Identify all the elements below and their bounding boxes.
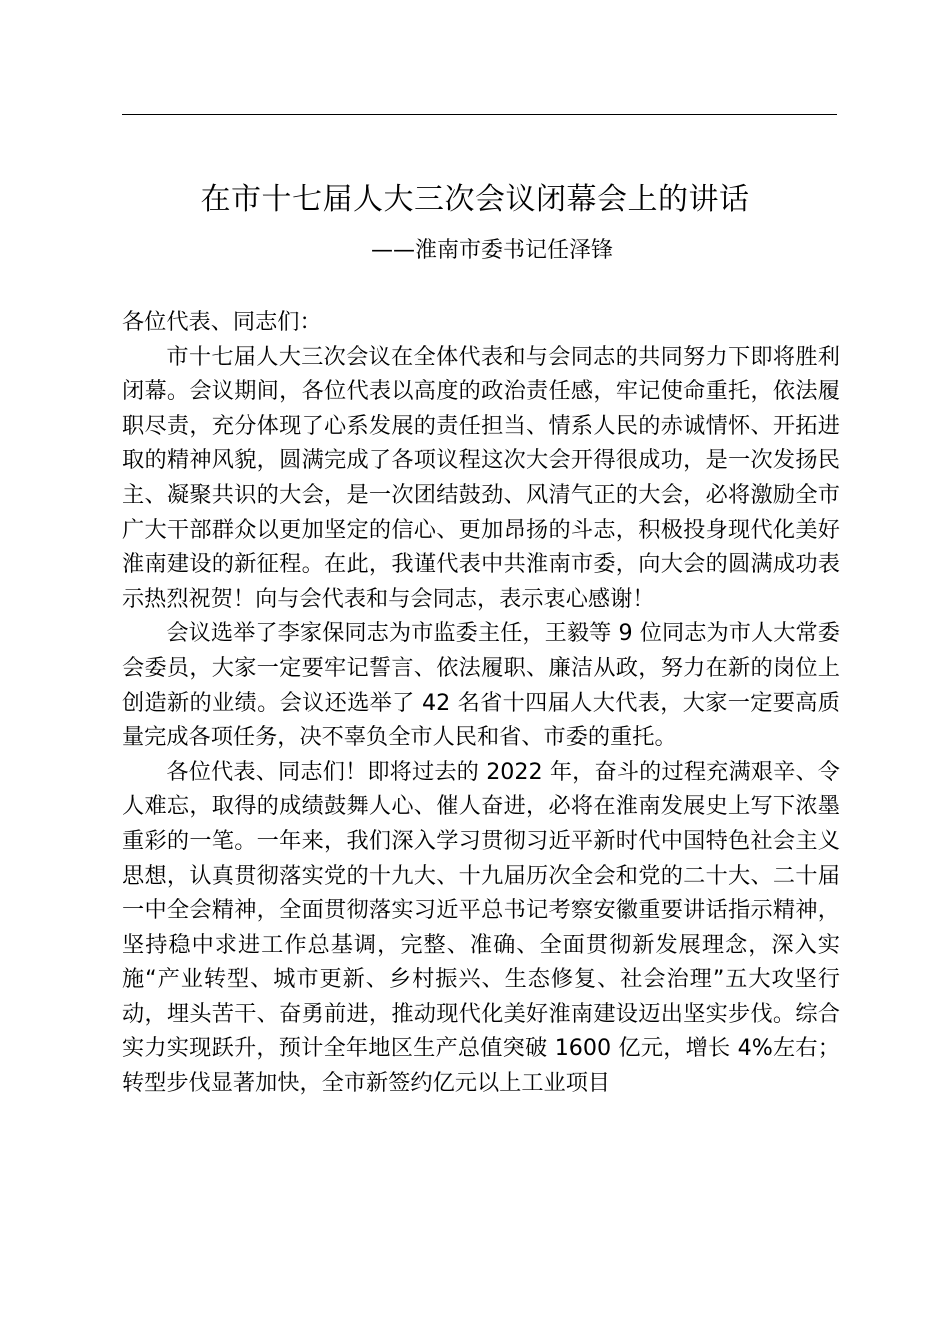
salutation: 各位代表、同志们：: [122, 309, 322, 335]
document-subtitle: [0, 234, 950, 268]
document-title: 在市十七届人大三次会议闭幕会上的讲话: [200, 182, 750, 217]
author-line: ——淮南市委书记任泽锋: [370, 238, 613, 263]
paragraph-review-2022: 各位代表、同志们！即将过去的 2022 年，奋斗的过程充满艰辛、令人难忘，取得的成绩鼓舞人心、催人奋进，必将在淮南发展史上写下浓墨重彩的一笔。一年来，我们深入学习贯彻习近平新时代中国特色社会主义思想，认真贯彻落实党的十九大、十九届历次全会和党的二十大、二十届一中全会精神，全面贯彻落实习近平总书记考察安徽重要讲话指示精神，坚持稳中求进工作总基调，完整、准确、全面贯彻新发展理念，深入实施“产业转型、城市更新、乡村振兴、生态修复、社会治理”五大攻坚行动，埋头苦干、奋勇前进，推动现代化美好淮南建设迈出坚实步伐。综合实力实现跃升，预计全年地区生产总值突破 1600 亿元，增长 4%左右；转型步伐显著加快，全市新签约亿元以上工业项目: [122, 758, 840, 1097]
paragraph-opening: 市十七届人大三次会议在全体代表和与会同志的共同努力下即将胜利闭幕。会议期间，各位代表以高度的政治责任感，牢记使命重托，依法履职尽责，充分体现了心系发展的责任担当、情系人民的赤诚情怀、开拓进取的精神风貌，圆满完成了各项议程这次大会开得很成功，是一次发扬民主、凝聚共识的大会，是一次团结鼓劲、风清气正的大会，必将激励全市广大干部群众以更加坚定的信心、更加昂扬的斗志，积极投身现代化美好淮南建设的新征程。在此，我谨代表中共淮南市委，向大会的圆满成功表示热烈祝贺！向与会代表和与会同志，表示衷心感谢！: [122, 343, 840, 612]
header-rule: [122, 114, 837, 115]
paragraph-elections: 会议选举了李家保同志为市监委主任，王毅等 9 位同志为市人大常委会委员，大家一定要牢记誓言、依法履职、廉洁从政，努力在新的岗位上创造新的业绩。会议还选举了 42 名省十四届人大代表，大家一定要高质量完成各项任务，决不辜负全市人民和省、市委的重托。: [122, 620, 840, 751]
document-body: [122, 305, 840, 1101]
